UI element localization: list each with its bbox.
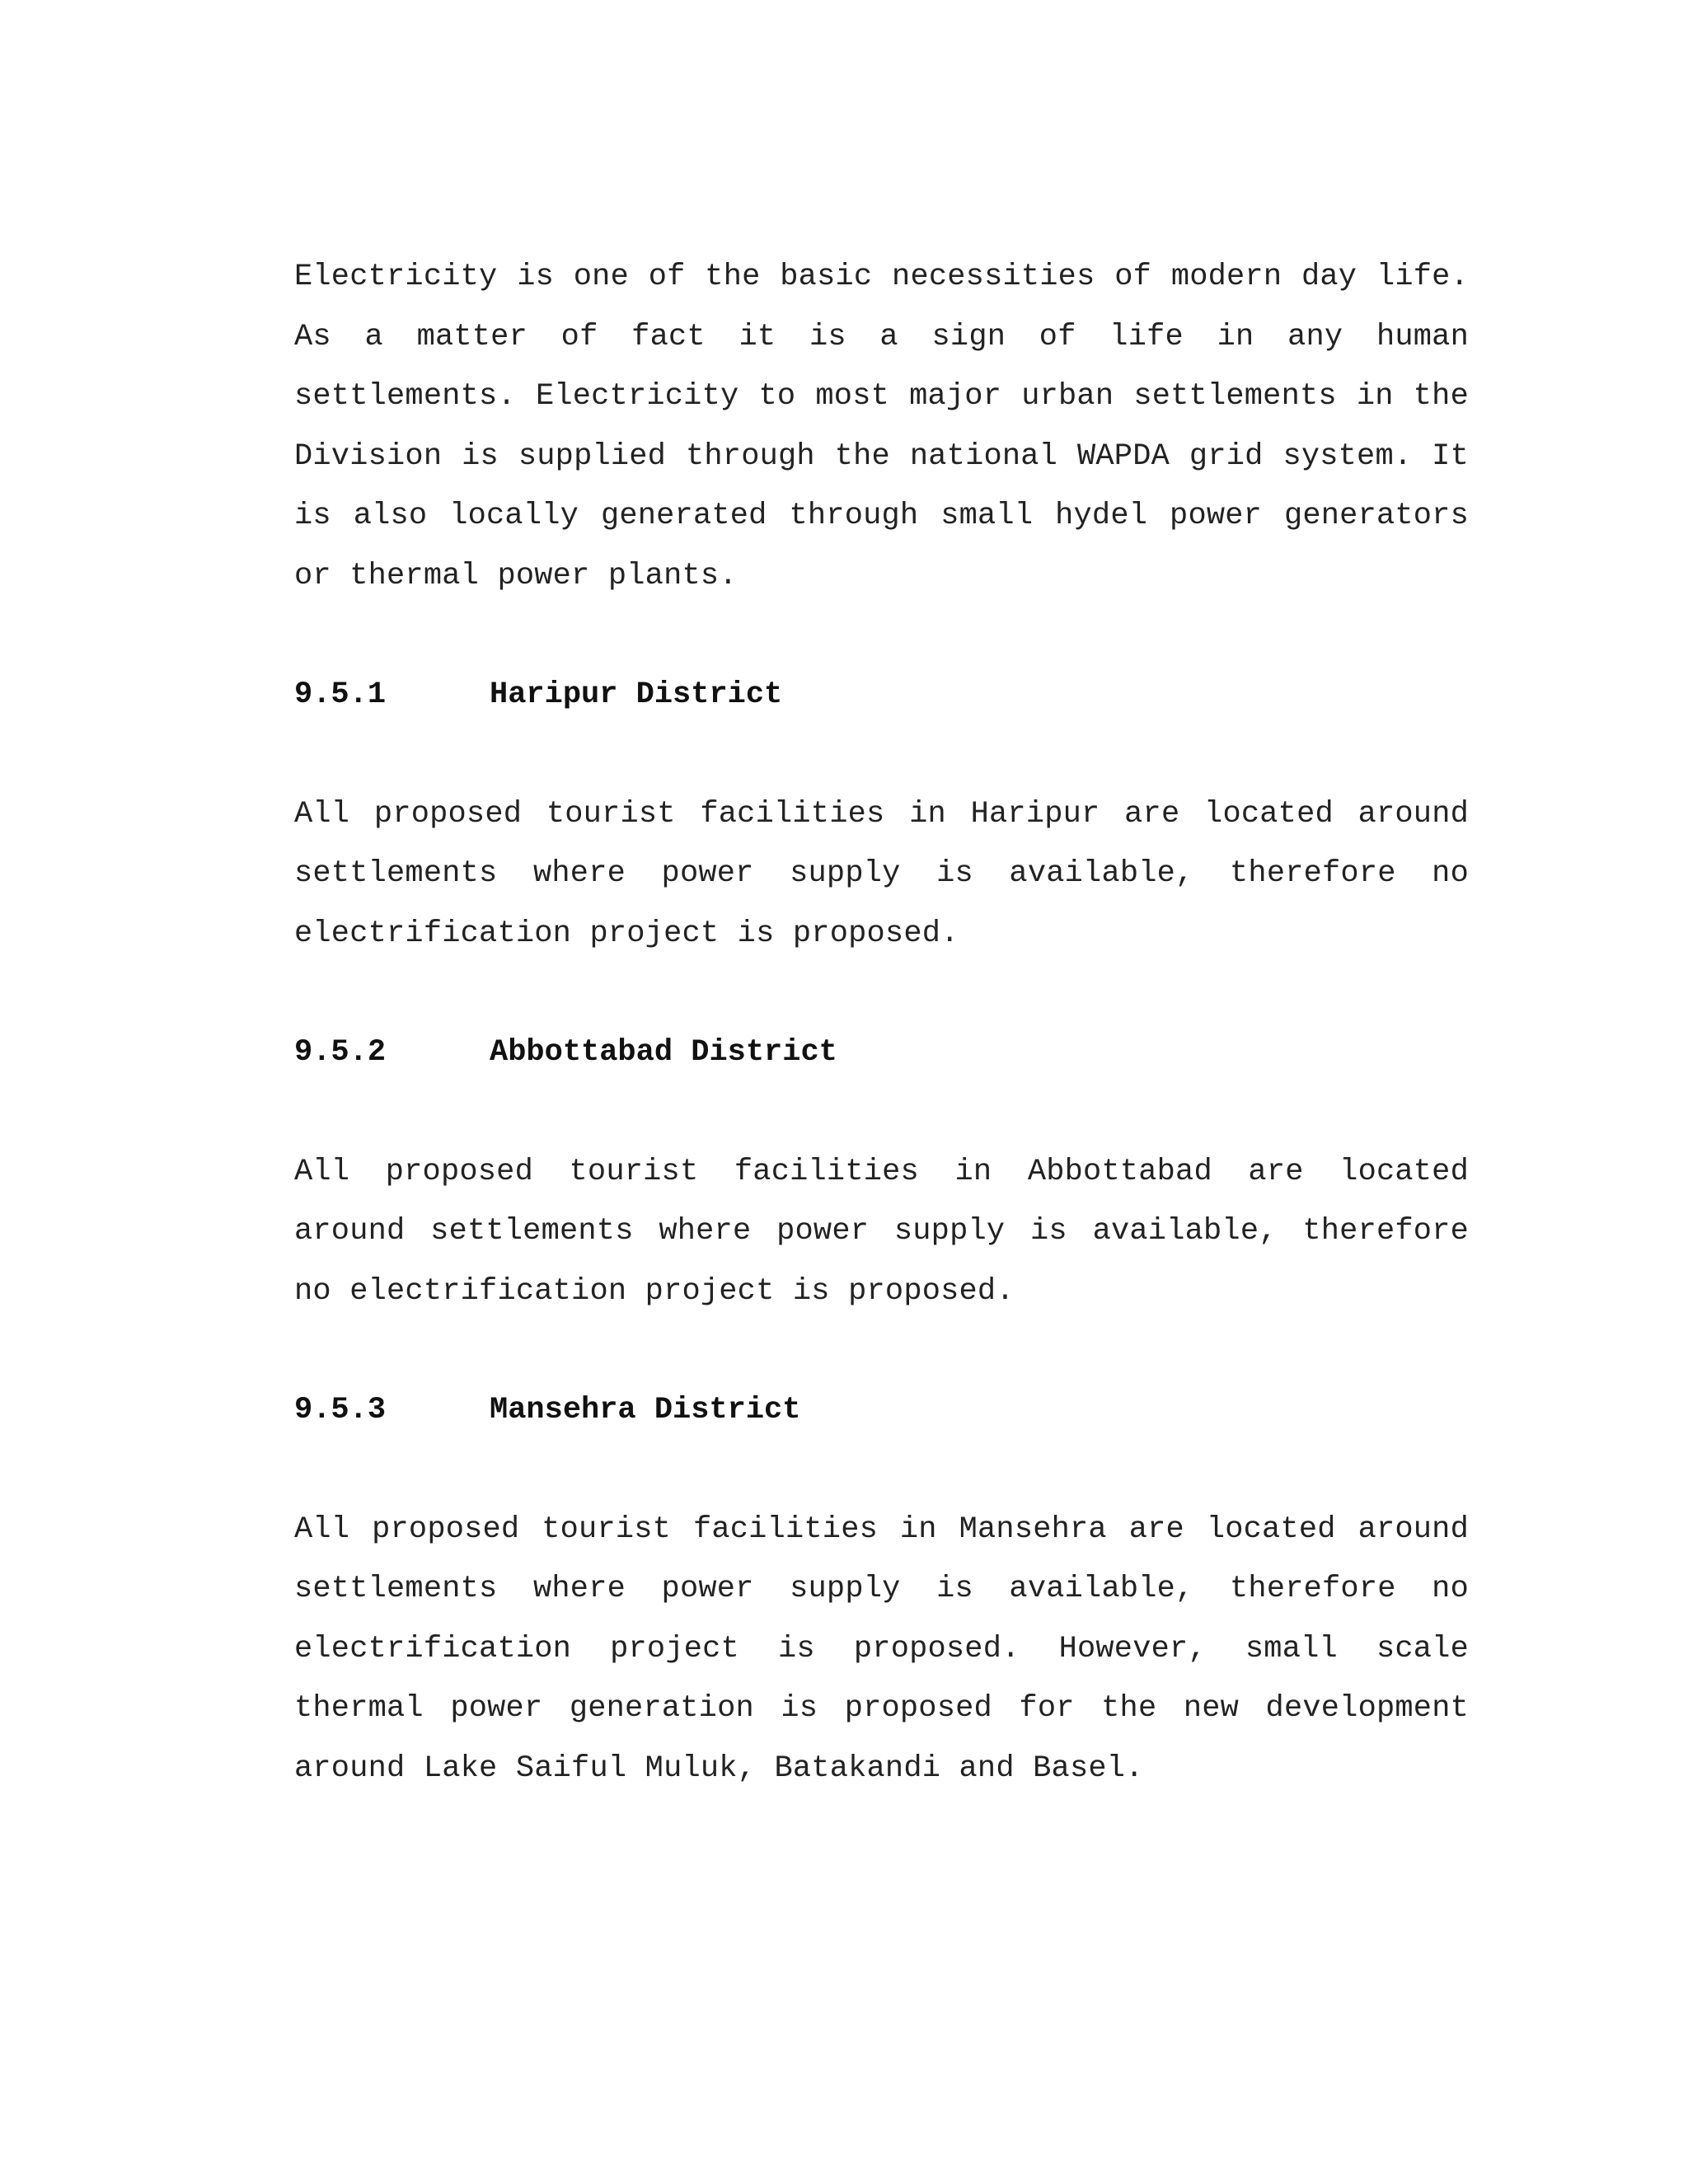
section-number: 9.5.3 [294, 1393, 387, 1427]
section-number: 9.5.1 [294, 677, 387, 712]
document-page [294, 247, 1469, 1798]
section-body-abbottabad: All proposed tourist facilities in Abbottabad are located around settlements where power supply is available, therefore no electrification project is proposed. [294, 1154, 1469, 1309]
section-number: 9.5.2 [294, 1035, 387, 1070]
intro-paragraph: Electricity is one of the basic necessities of modern day life. As a matter of fact it is a sign of life in any human settlements. Electricity to most major urban settlements in the Division is supplied through the national WAPDA grid system. It is also locally generated through small hydel power generators or thermal power plants. [294, 260, 1469, 593]
section-title: Abbottabad District [490, 1035, 837, 1070]
section-title: Haripur District [490, 677, 783, 712]
section-heading-mansehra [294, 1380, 1469, 1441]
section-heading-haripur [294, 665, 1469, 725]
section-heading-abbottabad [294, 1023, 1469, 1083]
section-title: Mansehra District [490, 1393, 801, 1427]
section-body-mansehra: All proposed tourist facilities in Mansehra are located around settlements where power supply is available, therefore no electrification project is proposed. However, small scale thermal power generation is proposed for the new development around Lake Saiful Muluk, Batakandi and Basel. [294, 1511, 1469, 1786]
section-body-haripur: All proposed tourist facilities in Haripur are located around settlements where power supply is available, therefore no electrification project is proposed. [294, 796, 1469, 951]
